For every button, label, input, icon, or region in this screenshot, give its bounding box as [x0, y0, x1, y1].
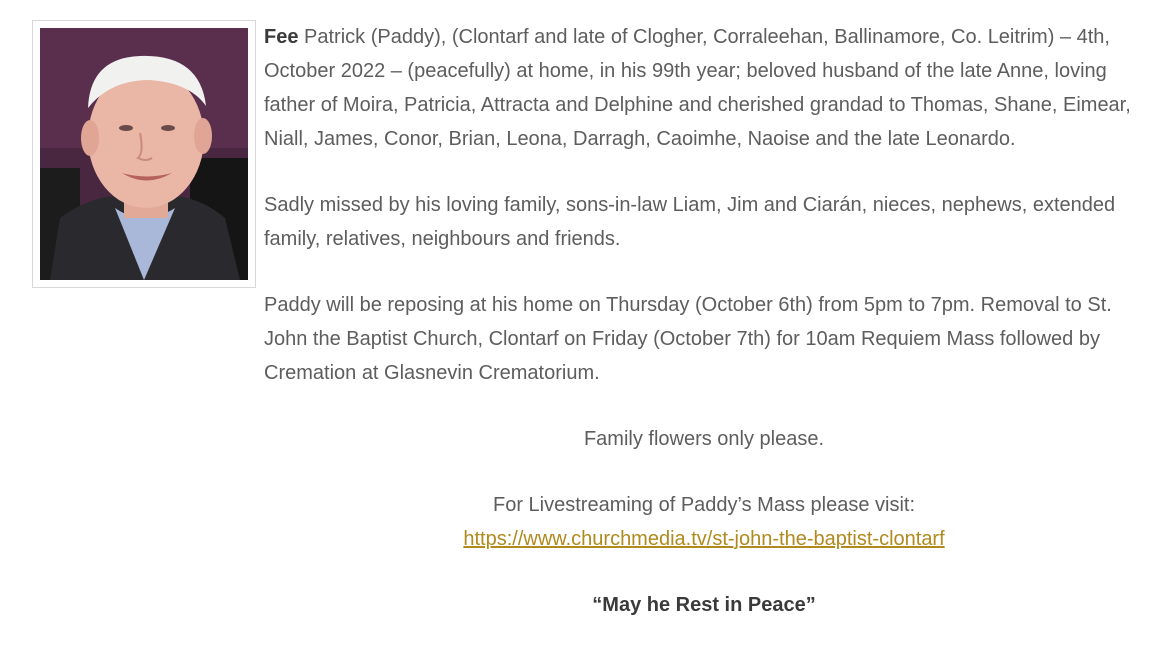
surname: Fee	[264, 26, 299, 48]
flowers-note: Family flowers only please.	[583, 428, 825, 450]
death-notice	[264, 20, 1144, 622]
notice-paragraph-main	[264, 20, 1144, 156]
notice-paragraph-family: Sadly missed by his loving family, sons-in-law Liam, Jim and Ciarán, nieces, nephews, extended family, relatives, neighbours and friends.	[264, 194, 1116, 250]
notice-paragraph-arrangements: Paddy will be reposing at his home on Thursday (October 6th) from 5pm to 7pm. Removal to St. John the Baptist Church, Clontarf on Friday (October 7th) for 10am Requiem Mass followed by Cremation at Glasnevin Crematorium.	[264, 294, 1112, 384]
closing-line: “May he Rest in Peace”	[592, 594, 816, 616]
livestream-link[interactable]: https://www.churchmedia.tv/st-john-the-baptist-clontarf	[463, 528, 945, 550]
livestream-text: For Livestreaming of Paddy’s Mass please visit:	[492, 494, 916, 516]
portrait-photo	[40, 28, 248, 280]
livestream-section	[264, 488, 1144, 556]
portrait-frame	[32, 20, 256, 288]
notice-main-text: Patrick (Paddy), (Clontarf and late of Clogher, Corraleehan, Ballinamore, Co. Leitrim) – 4th, October 2022 – (peacefully) at home, in his 99th year; beloved husband of the late Anne, loving father of Moira, Patricia, Attracta and Delphine and cherished grandad to Thomas, Shane, Eimear, Niall, James, Conor, Brian, Leona, Darragh, Caoimhe, Naoise and the late Leonardo.	[264, 26, 1131, 150]
